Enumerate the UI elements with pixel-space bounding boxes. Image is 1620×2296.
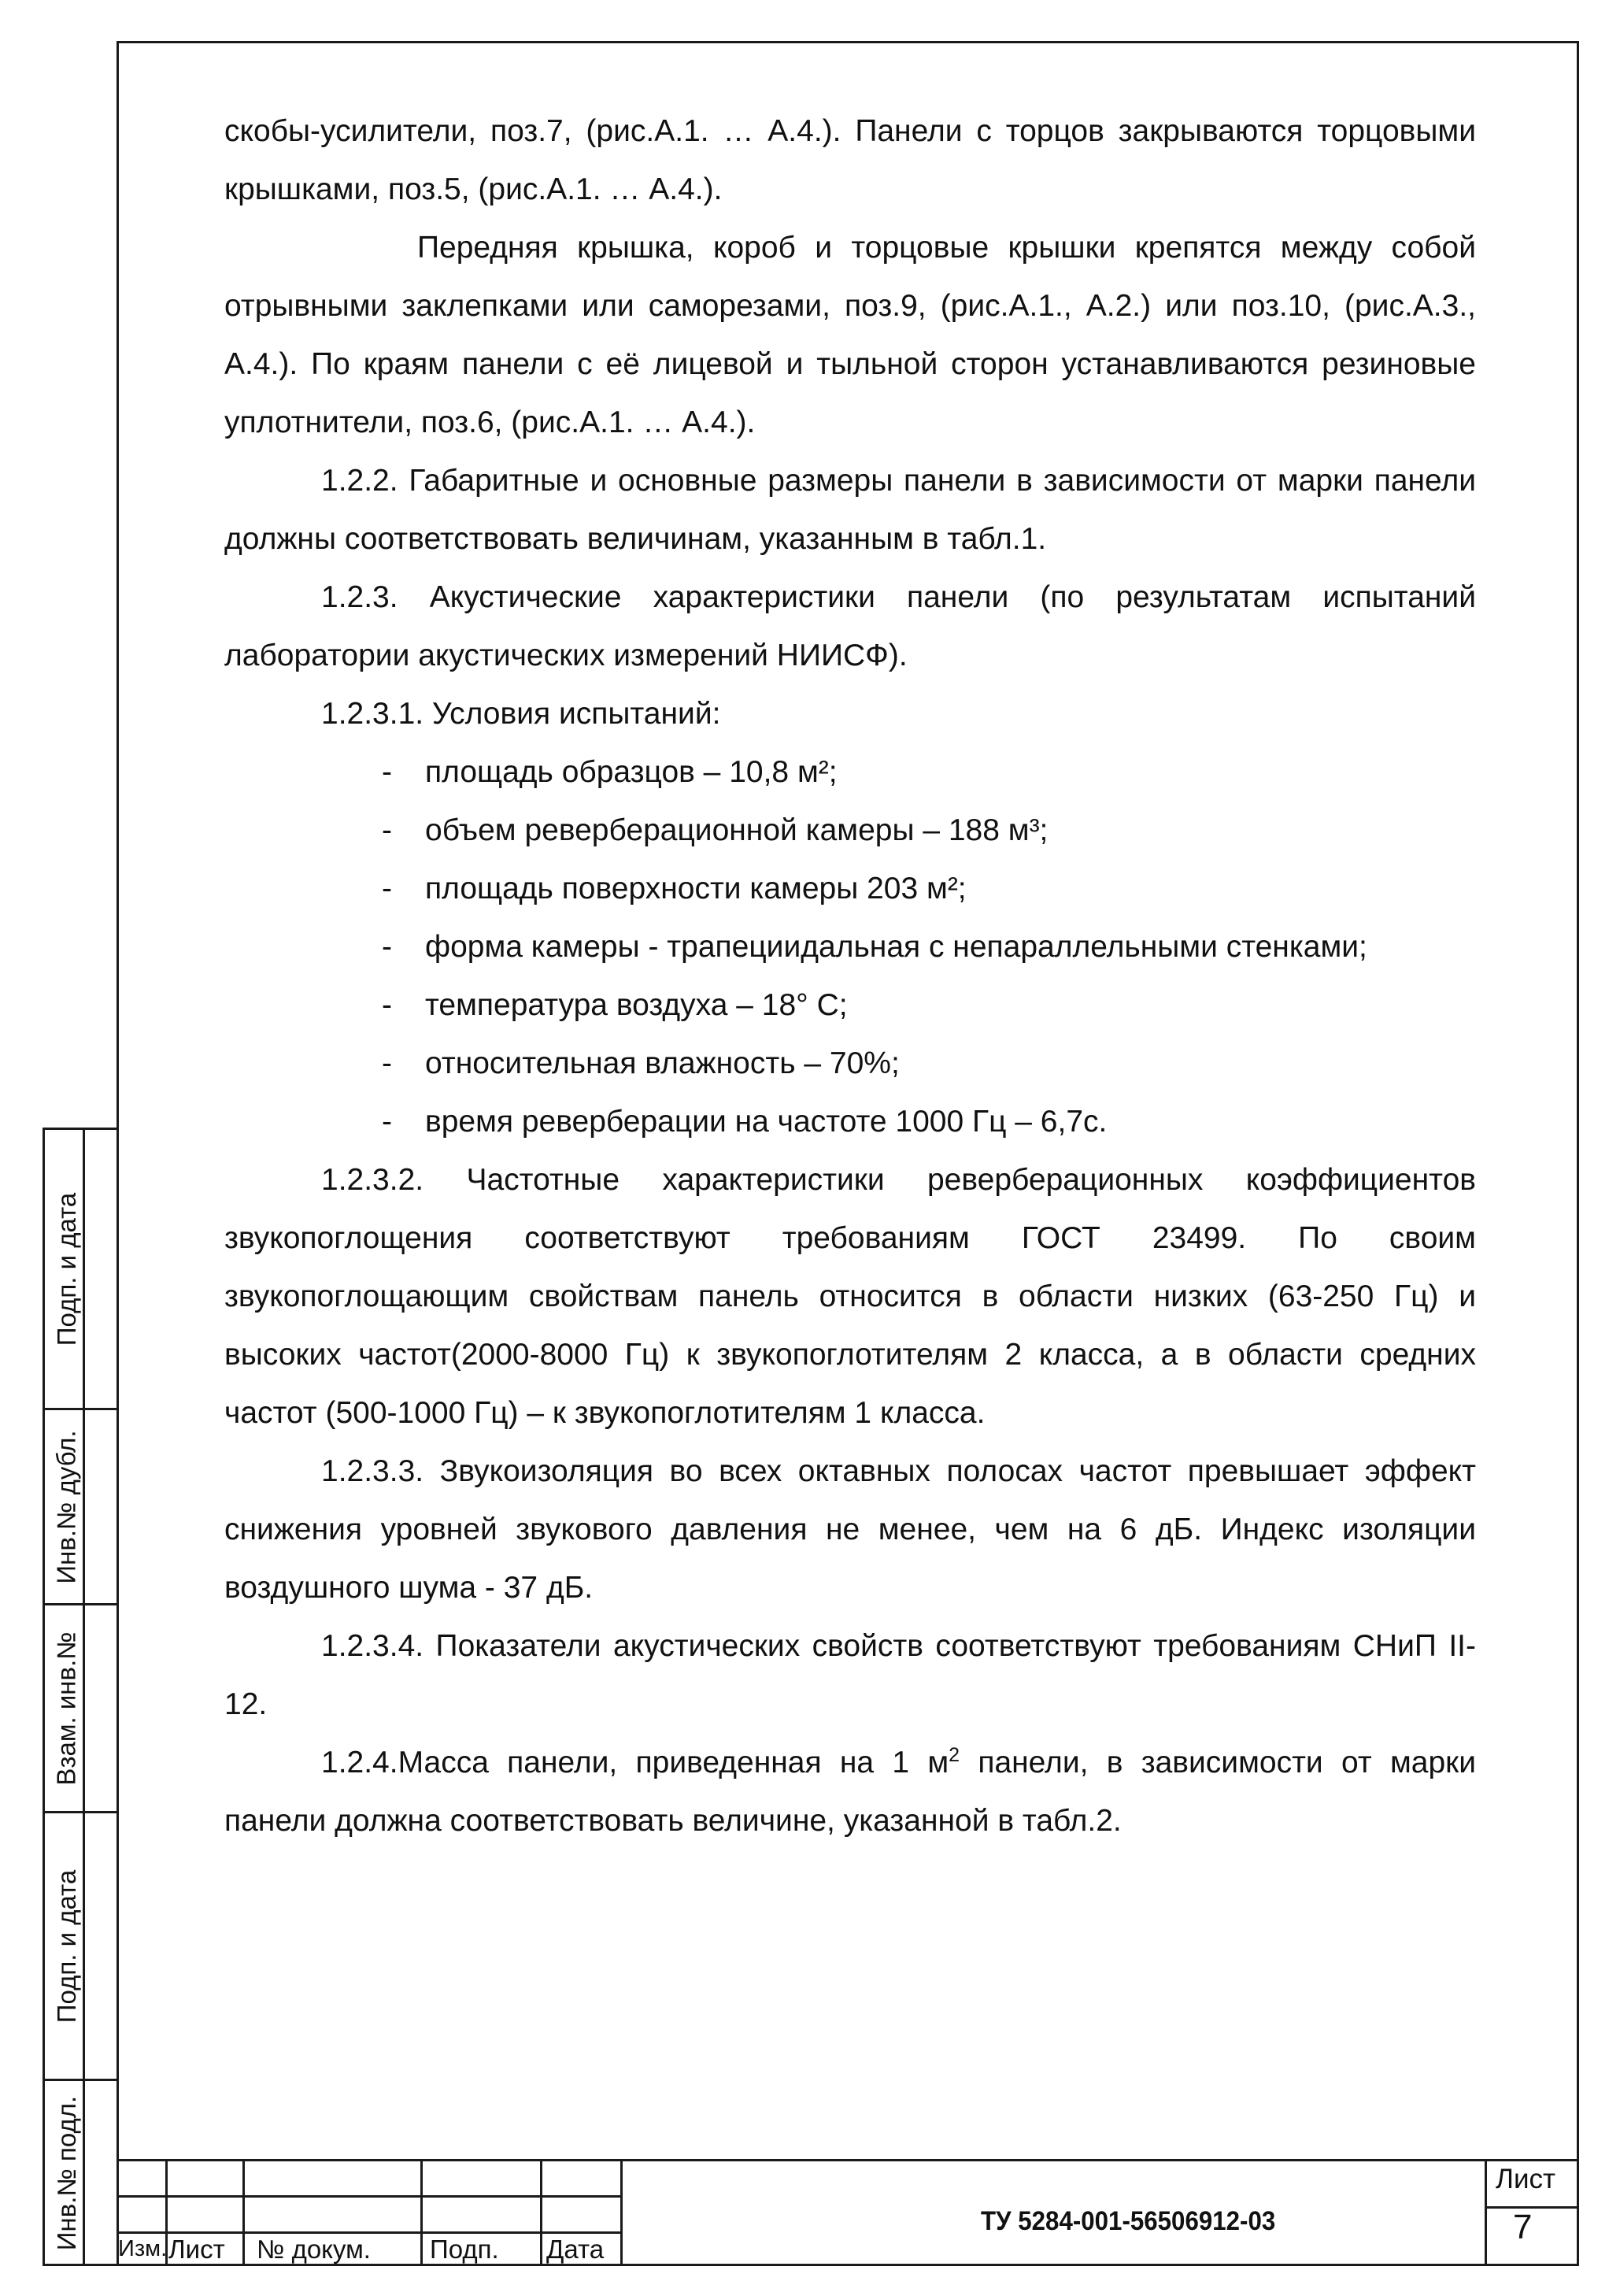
sheet-number: 7 bbox=[1513, 2208, 1533, 2246]
paragraph-1-2-3-4: 1.2.3.4. Показатели акустических свойств соответствуют требованиям СНиП II-12. bbox=[224, 1629, 1476, 1721]
side-stamp-vzam-inv bbox=[43, 1603, 117, 1811]
sheet-label: Лист bbox=[1496, 2164, 1556, 2194]
date-label: Дата bbox=[546, 2235, 605, 2264]
side-stamp-podp-data-2 bbox=[43, 1811, 117, 2079]
list-label: Лист bbox=[168, 2235, 225, 2264]
test-conditions-list bbox=[224, 743, 1476, 1151]
paragraph-2: Передняя крышка, короб и торцовые крышки крепятся между собой отрывными заклепками или саморезами, поз.9, (рис.А.1., А.2.) или поз.10, (рис.А.3., А.4.). По краям панели с её лицевой и тыльной сторон устанавливаются резиновые уплотнители, поз.6, (рис.А.1. … А.4.). bbox=[224, 231, 1476, 439]
doc-number-label: № докум. bbox=[257, 2235, 371, 2264]
bullet-dash: - bbox=[382, 813, 392, 847]
bullet-dash: - bbox=[382, 988, 392, 1022]
list-item: - площадь поверхности камеры 203 м²; bbox=[224, 860, 1476, 918]
list-item: - температура воздуха – 18° С; bbox=[224, 976, 1476, 1035]
document-code: ТУ 5284-001-56506912-03 bbox=[981, 2206, 1276, 2236]
bullet-dash: - bbox=[382, 1105, 392, 1139]
document-body bbox=[224, 102, 1476, 1850]
signature-label: Подп. bbox=[430, 2235, 499, 2264]
list-item: - форма камеры - трапециидальная с непараллельными стенками; bbox=[224, 918, 1476, 976]
bullet-dash: - bbox=[382, 755, 392, 789]
paragraph-1-2-4: 1.2.4.Масса панели, приведенная на 1 $м^2$ панели, в зависимости от марки панели должна соответствовать величине, указанной в табл.2. bbox=[224, 1744, 1476, 1838]
paragraph-1-2-3-2: 1.2.3.2. Частотные характеристики реверберационных коэффициентов звукопоглощения соответствуют требованиям ГОСТ 23499. По своим звукопоглощающим свойствам панель относится в области низких (63-250 Гц) и высоких частот(2000-8000 Гц) к звукопоглотителям 2 класса, а в области средних частот (500-1000 Гц) – к звукопоглотителям 1 класса. bbox=[224, 1163, 1476, 1430]
paragraph-1-2-3: 1.2.3. Акустические характеристики панели (по результатам испытаний лаборатории акустических измерений НИИСФ). bbox=[224, 580, 1476, 672]
side-label: Подп. и дата bbox=[52, 1869, 82, 2023]
side-label: Инв.№ дубл. bbox=[52, 1429, 81, 1584]
paragraph-1: скобы-усилители, поз.7, (рис.А.1. … А.4.). Панели с торцов закрываются торцовыми крышками, поз.5, (рис.А.1. … А.4.). bbox=[224, 114, 1476, 206]
side-stamp-inv-dubl bbox=[43, 1408, 117, 1603]
side-label: Взам. инв.№ bbox=[52, 1631, 81, 1786]
side-label: Инв.№ подл. bbox=[52, 2095, 82, 2250]
list-item: - объем реверберационной камеры – 188 м³; bbox=[224, 802, 1476, 860]
title-block bbox=[117, 2159, 1579, 2266]
side-stamp-inv-podl bbox=[43, 2079, 117, 2265]
side-stamp-podp-data-1 bbox=[43, 1128, 117, 1408]
superscript: 2 bbox=[949, 1744, 960, 1766]
bullet-dash: - bbox=[382, 930, 392, 964]
list-item: - относительная влажность – 70%; bbox=[224, 1035, 1476, 1093]
paragraph-1-2-3-1: 1.2.3.1. Условия испытаний: bbox=[321, 697, 721, 731]
paragraph-1-2-3-3: 1.2.3.3. Звукоизоляция во всех октавных полосах частот превышает эффект снижения уровней звукового давления не менее, чем на 6 дБ. Индекс изоляции воздушного шума - 37 дБ. bbox=[224, 1454, 1476, 1605]
list-item: - время реверберации на частоте 1000 Гц – 6,7с. bbox=[224, 1093, 1476, 1151]
paragraph-1-2-2: 1.2.2. Габаритные и основные размеры панели в зависимости от марки панели должны соответствовать величинам, указанным в табл.1. bbox=[224, 464, 1476, 556]
izm-label: Изм. bbox=[118, 2236, 168, 2261]
bullet-dash: - bbox=[382, 1046, 392, 1080]
bullet-dash: - bbox=[382, 872, 392, 905]
list-item: - площадь образцов – 10,8 м²; bbox=[224, 743, 1476, 802]
side-label: Подп. и дата bbox=[52, 1192, 82, 1346]
